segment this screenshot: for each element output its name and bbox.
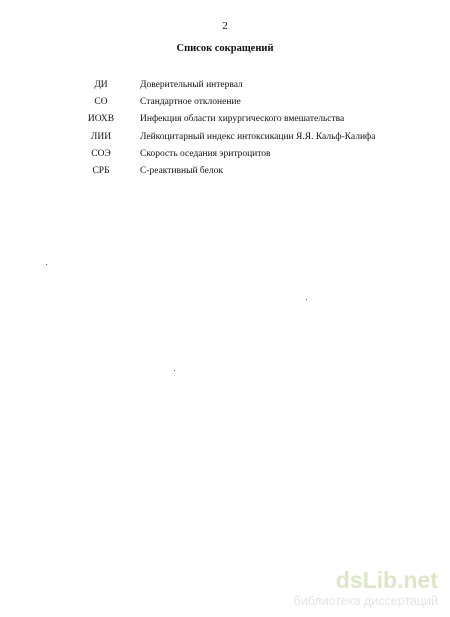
abbreviation-row — [0, 148, 450, 165]
abbreviation-definition: С-реактивный белок — [140, 165, 223, 176]
abbreviation-list — [0, 79, 450, 182]
abbreviation-definition: Скорость оседания эритроцитов — [140, 148, 271, 159]
abbreviation-definition: Доверительный интервал — [140, 80, 243, 90]
scan-speck — [306, 299, 307, 300]
abbreviation-code: ИОХВ — [87, 114, 115, 125]
abbreviation-definition: Стандартное отклонение — [140, 97, 241, 108]
abbreviation-row — [0, 165, 450, 182]
abbreviation-definition: Инфекция области хирургического вмешательства — [140, 114, 345, 125]
abbreviation-code: ЛИИ — [90, 131, 112, 142]
abbreviation-code: СРБ — [92, 165, 110, 176]
abbreviation-code: ДИ — [94, 80, 108, 90]
abbreviation-row — [0, 79, 450, 96]
abbreviation-code: СОЭ — [91, 148, 111, 159]
watermark-tagline: библиотека диссертаций — [293, 594, 438, 608]
abbreviation-row — [0, 113, 450, 130]
scan-speck — [174, 370, 175, 371]
page-number: 2 — [222, 20, 228, 32]
scan-speck — [46, 264, 47, 265]
page-title: Список сокращений — [176, 43, 274, 54]
abbreviation-row — [0, 131, 450, 148]
abbreviation-code: СО — [94, 97, 108, 108]
abbreviation-definition: Лейкоцитарный индекс интоксикации Я.Я. Кальф-Калифа — [140, 131, 376, 142]
watermark-logo: dsLib.net — [335, 567, 438, 593]
abbreviation-row — [0, 96, 450, 113]
watermark — [294, 567, 438, 609]
